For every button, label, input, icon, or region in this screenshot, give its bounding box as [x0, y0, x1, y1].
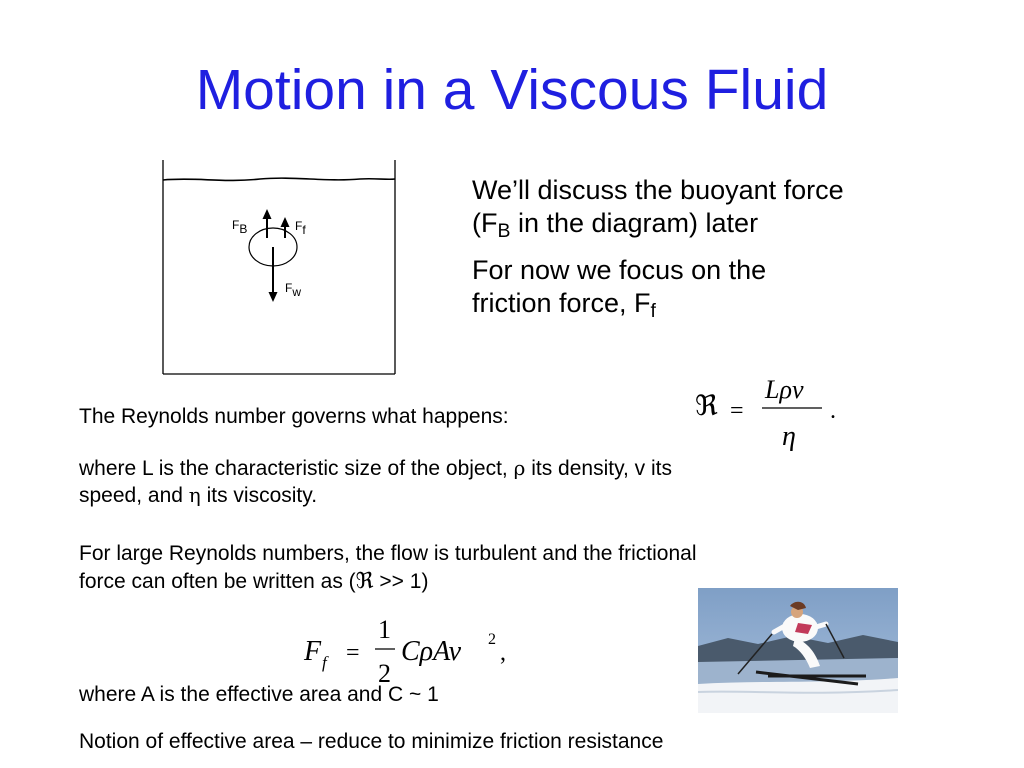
svg-text:ℜ: ℜ: [695, 391, 718, 422]
svg-text:Lρv: Lρv: [765, 375, 804, 404]
svg-text:.: .: [830, 398, 836, 424]
effective-area-note: Notion of effective area – reduce to minimize friction resistance: [79, 730, 664, 753]
svg-text:CρAv: CρAv: [401, 636, 462, 667]
svg-text:f: f: [322, 653, 327, 672]
buoyant-paragraph: We’ll discuss the buoyant force ($F_B$ in the diagram) later: [472, 175, 844, 243]
friction-paragraph: For now we focus on the friction force, $F_f$: [472, 254, 767, 323]
label-fb: FB: [232, 218, 248, 236]
label-ff: Ff: [295, 219, 306, 237]
svg-text:=: =: [346, 640, 360, 666]
svg-text:2: 2: [488, 631, 496, 648]
label-fw: Fw: [285, 281, 302, 299]
svg-text:F: F: [304, 636, 322, 667]
reynolds-intro: The Reynolds number governs what happens:: [79, 405, 509, 428]
slide-title: Motion in a Viscous Fluid: [195, 58, 829, 122]
friction-arrow-head: [281, 217, 290, 227]
svg-text:,: ,: [500, 640, 506, 666]
where-a-paragraph: where A is the effective area and C ~ 1: [79, 683, 439, 706]
large-reynolds-paragraph: For large Reynolds numbers, the flow is turbulent and the frictional force can often be written as (ℜ >> 1): [79, 542, 697, 594]
svg-text:2: 2: [378, 659, 391, 688]
fluid-surface: [163, 178, 395, 180]
reynolds-equation: [690, 370, 850, 460]
friction-equation: [298, 608, 538, 690]
right-text-block: [472, 174, 992, 334]
weight-arrow-head: [269, 292, 278, 302]
buoyant-arrow-head: [263, 209, 272, 219]
where-l-paragraph: where L is the characteristic size of the object, ρ its density, v its speed, and η its viscosity.: [79, 456, 673, 508]
force-diagram: [155, 158, 400, 380]
svg-text:=: =: [730, 398, 744, 424]
svg-text:η: η: [782, 421, 796, 452]
skier-photo: [698, 588, 898, 713]
svg-text:1: 1: [378, 615, 391, 644]
